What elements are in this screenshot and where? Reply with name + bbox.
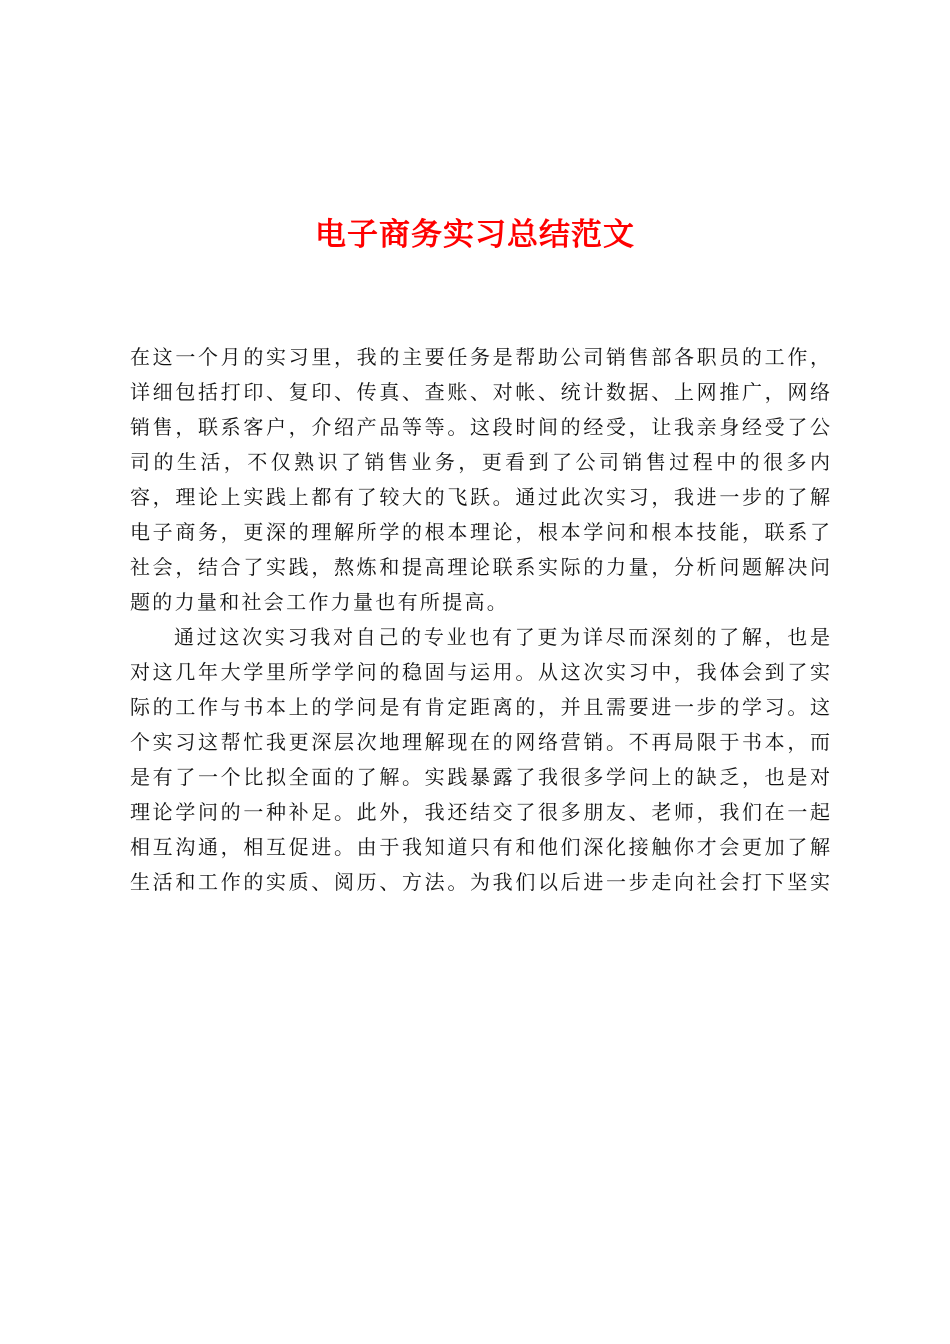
paragraph-line: 社会，结合了实践，熬炼和提高理论联系实际的力量，分析问题解决问 (130, 555, 830, 579)
paragraph-line: 题的力量和社会工作力量也有所提高。 (130, 590, 510, 614)
paragraph-line: 容，理论上实践上都有了较大的飞跃。通过此次实习，我进一步的了解 (130, 485, 830, 509)
paragraph-line: 对这几年大学里所学学问的稳固与运用。从这次实习中，我体会到了实 (130, 660, 830, 684)
paragraph-1 (130, 346, 830, 626)
document-body (130, 346, 830, 906)
paragraph-line: 司的生活，不仅熟识了销售业务，更看到了公司销售过程中的很多内 (130, 450, 830, 474)
paragraph-line: 理论学问的一种补足。此外，我还结交了很多朋友、老师，我们在一起 (130, 800, 830, 824)
paragraph-line: 是有了一个比拟全面的了解。实践暴露了我很多学问上的缺乏，也是对 (130, 765, 830, 789)
paragraph-line: 销售，联系客户，介绍产品等等。这段时间的经受，让我亲身经受了公 (130, 415, 830, 439)
paragraph-line: 生活和工作的实质、阅历、方法。为我们以后进一步走向社会打下坚实 (130, 870, 830, 894)
paragraph-2 (130, 626, 830, 906)
paragraph-line: 际的工作与书本上的学问是有肯定距离的，并且需要进一步的学习。这 (130, 695, 830, 719)
paragraph-line: 详细包括打印、复印、传真、查账、对帐、统计数据、上网推广，网络 (130, 380, 830, 404)
paragraph-line: 相互沟通，相互促进。由于我知道只有和他们深化接触你才会更加了解 (130, 835, 830, 859)
paragraph-line: 个实习这帮忙我更深层次地理解现在的网络营销。不再局限于书本，而 (130, 730, 830, 754)
paragraph-line: 电子商务，更深的理解所学的根本理论，根本学问和根本技能，联系了 (130, 520, 830, 544)
paragraph-line: 通过这次实习我对自己的专业也有了更为详尽而深刻的了解，也是 (174, 625, 830, 649)
document-title: 电子商务实习总结范文 (315, 217, 635, 253)
paragraph-line: 在这一个月的实习里，我的主要任务是帮助公司销售部各职员的工作， (130, 345, 830, 369)
